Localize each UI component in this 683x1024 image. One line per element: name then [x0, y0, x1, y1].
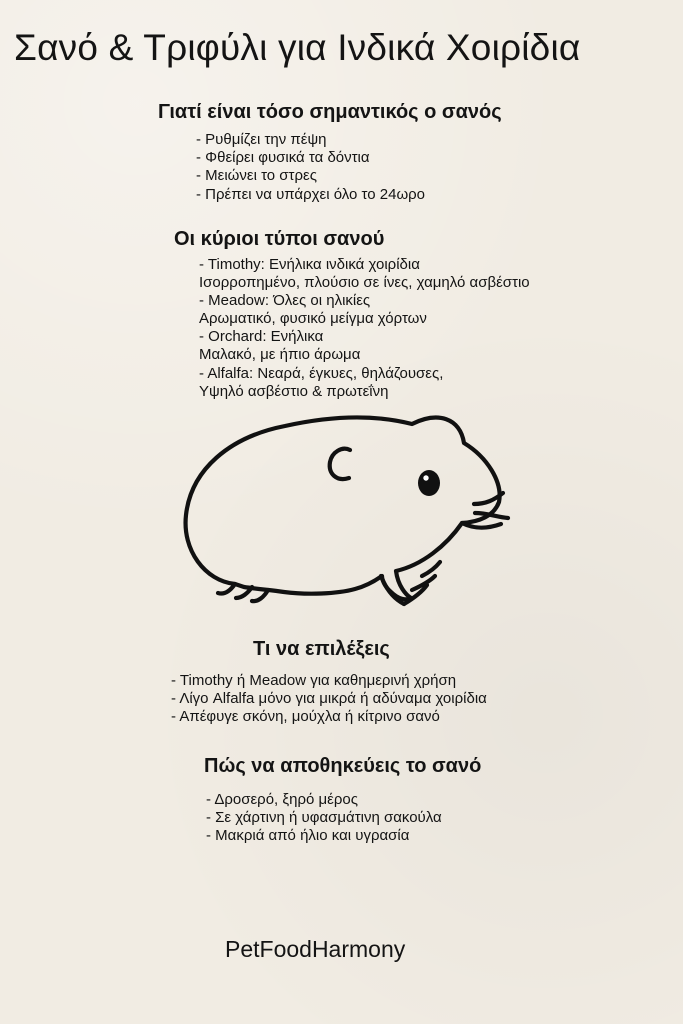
why-item: - Φθείρει φυσικά τα δόντια: [196, 149, 370, 167]
choose-item: - Timothy ή Meadow για καθημερινή χρήση: [171, 672, 457, 689]
choose-item: - Λίγο Alfalfa μόνο για μικρά ή αδύναμα χοιρίδια: [171, 690, 487, 708]
types-item: Μαλακό, με ήπιο άρωμα: [199, 346, 361, 364]
types-item: - Alfalfa: Νεαρά, έγκυες, θηλάζουσες,: [199, 364, 444, 382]
storage-item: - Σε χάρτινη ή υφασμάτινη σακούλα: [206, 809, 442, 827]
types-item: - Timothy: Ενήλικα ινδικά χοιρίδια: [199, 256, 420, 273]
storage-item: - Μακριά από ήλιο και υγρασία: [206, 827, 410, 845]
why-list: [196, 131, 425, 204]
choose-item: - Απέφυγε σκόνη, μούχλα ή κίτρινο σανό: [171, 708, 440, 726]
types-heading: Οι κύριοι τύποι σανού: [174, 228, 385, 250]
types-item: - Meadow: Όλες οι ηλικίες: [199, 292, 371, 310]
storage-heading: Πώς να αποθηκεύεις το σανό: [204, 755, 482, 777]
types-item: Υψηλό ασβέστιο & πρωτεΐνη: [199, 382, 389, 400]
why-item: - Πρέπει να υπάρχει όλο το 24ωρο: [196, 185, 426, 203]
storage-list: [206, 791, 442, 845]
choose-list: [171, 672, 487, 727]
why-item: - Μειώνει το στρες: [196, 167, 317, 185]
types-item: Αρωματικό, φυσικό μείγμα χόρτων: [199, 310, 427, 328]
types-list: [199, 256, 530, 401]
storage-item: - Δροσερό, ξηρό μέρος: [206, 791, 358, 808]
why-heading: Γιατί είναι τόσο σημαντικός ο σανός: [158, 101, 502, 123]
brand-name: PetFoodHarmony: [225, 936, 406, 962]
page-title: Σανό & Τριφύλι για Ινδικά Χοιρίδια: [14, 27, 581, 68]
types-item: - Orchard: Ενήλικα: [199, 328, 324, 346]
choose-heading: Τι να επιλέξεις: [253, 638, 390, 660]
types-item: Ισορροπημένο, πλούσιο σε ίνες, χαμηλό ασβέστιο: [199, 274, 530, 292]
guinea-pig-icon: [172, 396, 522, 634]
why-item: - Ρυθμίζει την πέψη: [196, 131, 327, 148]
